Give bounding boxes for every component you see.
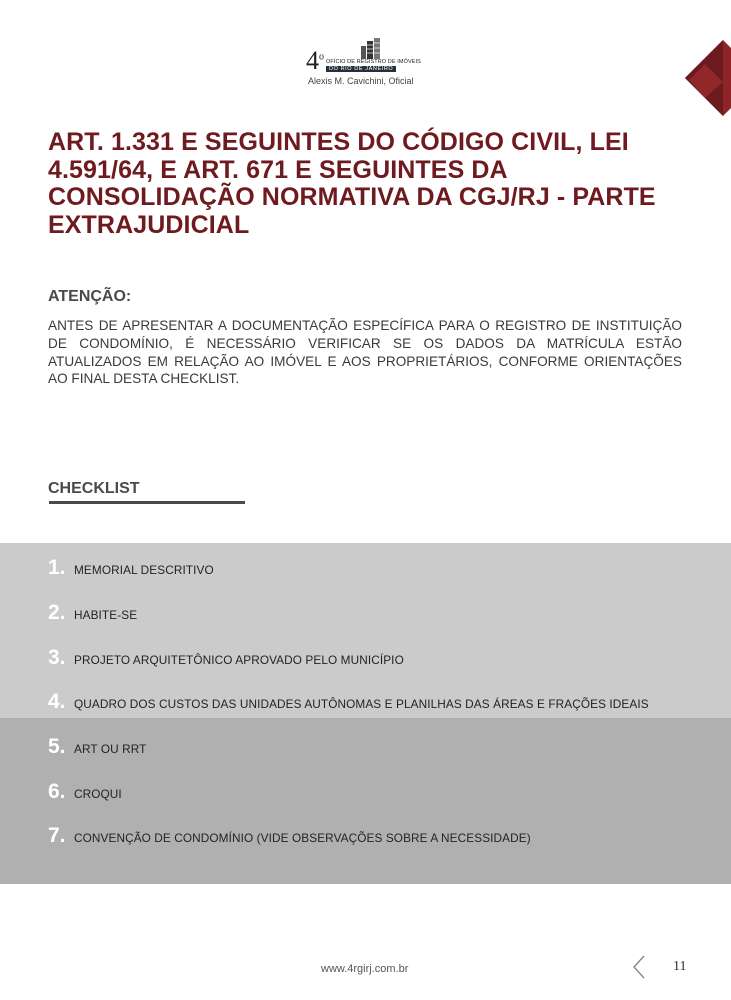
checklist-item <box>48 556 214 586</box>
item-text: CROQUI <box>74 787 122 801</box>
checklist-item <box>48 601 137 631</box>
item-text: PROJETO ARQUITETÔNICO APROVADO PELO MUNICÍPIO <box>74 653 404 667</box>
logo-numeral: 4$^o$ <box>306 46 324 75</box>
registry-logo <box>306 38 426 88</box>
checklist-item <box>48 780 122 810</box>
checklist-item <box>48 735 146 765</box>
item-number: 5. <box>48 735 66 758</box>
logo-line-registry: OFÍCIO DE REGISTRO DE IMÓVEIS <box>326 59 421 65</box>
building-icon <box>358 38 384 60</box>
page-title: ART. 1.331 E SEGUINTES DO CÓDIGO CIVIL, LEI 4.591/64, E ART. 671 E SEGUINTES DA CONSOLIDAÇÃO NORMATIVA DA CGJ/RJ - PARTE EXTRAJUDICIAL <box>48 128 656 239</box>
item-text: MEMORIAL DESCRITIVO <box>74 563 214 577</box>
item-number: 6. <box>48 780 66 803</box>
page-number: 11 <box>673 959 687 974</box>
item-text: ART OU RRT <box>74 742 147 756</box>
checklist-underline <box>49 501 245 504</box>
item-number: 2. <box>48 601 66 624</box>
attention-label: ATENÇÃO: <box>48 288 132 305</box>
item-number: 1. <box>48 556 66 579</box>
logo-officer-name: Alexis M. Cavichini, Oficial <box>308 76 414 86</box>
logo-line-city: DO RIO DE JANEIRO <box>326 66 396 72</box>
item-text: HABITE-SE <box>74 608 138 622</box>
item-number: 3. <box>48 646 66 669</box>
corner-diamond-icon <box>685 40 731 116</box>
checklist-item <box>48 690 649 720</box>
checklist-heading: CHECKLIST <box>48 480 140 497</box>
item-number: 4. <box>48 690 66 713</box>
item-text: CONVENÇÃO DE CONDOMÍNIO (VIDE OBSERVAÇÕES SOBRE A NECESSIDADE) <box>74 831 531 845</box>
item-number: 7. <box>48 824 66 847</box>
checklist-item <box>48 824 531 854</box>
item-text: QUADRO DOS CUSTOS DAS UNIDADES AUTÔNOMAS E PLANILHAS DAS ÁREAS E FRAÇÕES IDEAIS <box>74 697 649 711</box>
attention-text: ANTES DE APRESENTAR A DOCUMENTAÇÃO ESPECÍFICA PARA O REGISTRO DE INSTITUIÇÃO DE CONDOMÍNIO, É NECESSÁRIO VERIFICAR SE OS DADOS DA MATRÍCULA ESTÃO ATUALIZADOS EM RELAÇÃO AO IMÓVEL E AOS PROPRIETÁRIOS, CONFORME ORIENTAÇÕES AO FINAL DESTA CHECKLIST. <box>48 318 682 387</box>
footer-website-url[interactable]: www.4rgirj.com.br <box>321 963 409 975</box>
checklist-item <box>48 646 404 676</box>
chevron-left-icon[interactable] <box>632 954 646 980</box>
